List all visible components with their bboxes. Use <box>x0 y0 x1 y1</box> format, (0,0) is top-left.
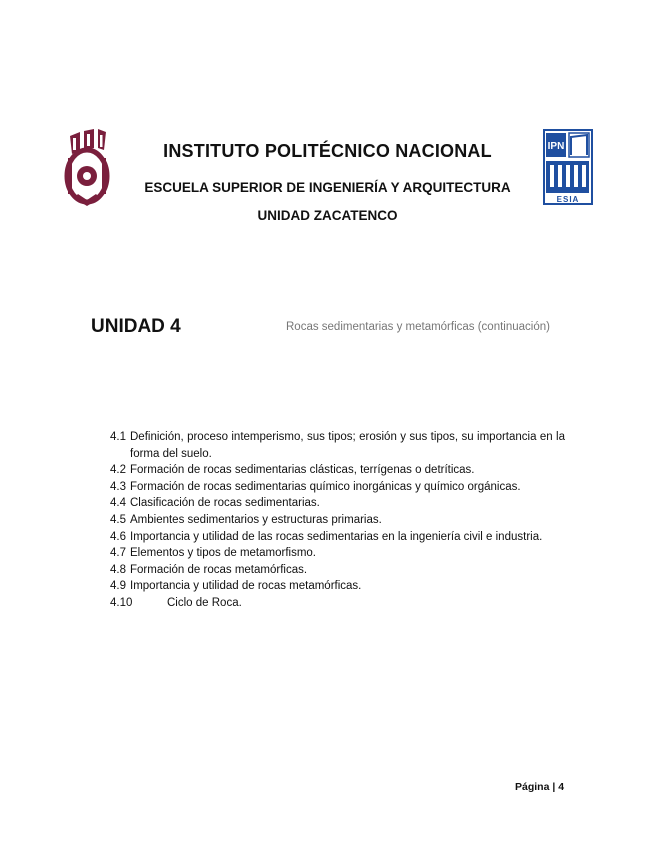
table-of-contents <box>110 429 565 612</box>
page-number: Página | 4 <box>515 781 565 793</box>
toc-item <box>110 545 565 562</box>
school-name: ESCUELA SUPERIOR DE INGENIERÍA Y ARQUITECTURA <box>144 180 511 195</box>
esia-logo-bottom-text: ESIA <box>556 195 580 204</box>
toc-item <box>110 562 565 579</box>
toc-item <box>110 529 565 546</box>
unit-label: UNIDAD 4 <box>91 316 181 337</box>
ipn-emblem-icon <box>62 128 112 208</box>
toc-item <box>110 462 565 479</box>
toc-item-text: Clasificación de rocas sedimentarias. <box>130 497 320 510</box>
unit-subtitle: Rocas sedimentarias y metamórficas (continuación) <box>286 321 550 333</box>
toc-item-text: Importancia y utilidad de rocas metamórficas. <box>130 580 362 593</box>
toc-item-number: 4.1 <box>110 431 126 443</box>
toc-item-number: 4.9 <box>110 580 126 593</box>
toc-item-number: 4.5 <box>110 513 126 526</box>
toc-item <box>110 429 565 462</box>
toc-item-number: 4.2 <box>110 464 126 477</box>
toc-item <box>110 578 565 595</box>
toc-item-number: 4.6 <box>110 530 126 543</box>
toc-item-number: 4.3 <box>110 480 126 493</box>
toc-item-text: Importancia y utilidad de las rocas sedimentarias en la ingeniería civil e industria. <box>130 530 543 543</box>
campus-name: UNIDAD ZACATENCO <box>257 208 398 223</box>
toc-item-text: Formación de rocas metamórficas. <box>130 563 308 576</box>
toc-item-text: Ciclo de Roca. <box>167 596 242 609</box>
toc-item-number: 4.7 <box>110 547 126 560</box>
toc-item-text: Formación de rocas sedimentarias clásticas, terrígenas o detríticas. <box>130 464 475 477</box>
toc-item-text: Definición, proceso intemperismo, sus tipos; erosión y sus tipos, su importancia en la forma del suelo. <box>130 431 565 460</box>
toc-item <box>110 479 565 496</box>
toc-item <box>110 495 565 512</box>
toc-item <box>110 595 565 612</box>
toc-item-number: 4.8 <box>110 563 126 576</box>
toc-item <box>110 512 565 529</box>
toc-item-text: Elementos y tipos de metamorfismo. <box>130 547 316 560</box>
esia-logo-top-text: IPN <box>547 141 565 152</box>
toc-item-text: Ambientes sedimentarios y estructuras primarias. <box>130 513 382 526</box>
toc-item-number: 4.10 <box>110 596 133 609</box>
toc-item-number: 4.4 <box>110 497 126 510</box>
institution-title: INSTITUTO POLITÉCNICO NACIONAL <box>163 141 492 161</box>
toc-item-text: Formación de rocas sedimentarias químico inorgánicas y químico orgánicas. <box>130 480 521 493</box>
